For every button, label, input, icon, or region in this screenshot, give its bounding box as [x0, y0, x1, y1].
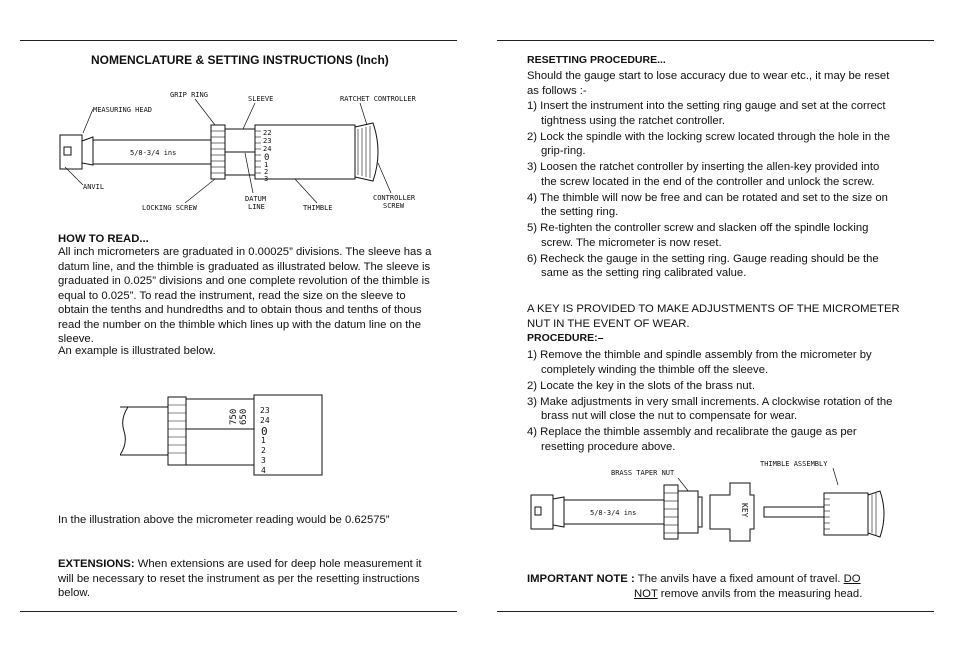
resetting-intro: Should the gauge start to lose accuracy due to wear etc., it may be reset as follows :- [527, 70, 890, 97]
thimble-number: 22 [263, 129, 272, 137]
thimble-number: 24 [263, 145, 272, 153]
key-label: KEY [740, 503, 749, 518]
range-label: 5/8-3/4 ins [590, 509, 637, 517]
extensions-paragraph [58, 557, 433, 601]
anvil-label: ANVIL [83, 183, 105, 191]
thimble-number: 1 [264, 161, 269, 169]
important-end: remove anvils from the measuring head. [657, 587, 863, 600]
top-rule-left [20, 40, 457, 41]
important-not: NOT [634, 587, 658, 600]
locking-screw-label: LOCKING SCREW [142, 204, 197, 212]
bottom-rule-left [20, 611, 457, 612]
micrometer-reading-example [120, 385, 335, 480]
procedure-step: 2) Locate the key in the slots of the brass nut. [527, 379, 755, 392]
extensions-label: EXTENSIONS: [58, 558, 135, 570]
important-note [527, 572, 902, 601]
thimble-number: 3 [264, 175, 269, 183]
datum-line-label: DATUM [245, 195, 267, 203]
resetting-step: 5) Re-tighten the controller screw and slacken off the spindle locking screw. The micrometer is now reset. [527, 222, 869, 249]
procedure-step: 1) Remove the thimble and spindle assembly from the micrometer by completely winding the thimble off the sleeve. [527, 349, 872, 376]
important-do: DO [843, 573, 861, 585]
grip-ring-label: GRIP RING [170, 91, 208, 99]
key-adjustment-diagram [528, 455, 898, 555]
thimble-number: 2 [264, 168, 269, 176]
important-label: IMPORTANT NOTE : [527, 573, 635, 585]
thimble-assembly-label: THIMBLE ASSEMBLY [760, 460, 828, 468]
sleeve-number: 750 [229, 408, 239, 425]
resetting-step: 6) Recheck the gauge in the setting ring. Gauge reading should be the same as the setting ring calibrated value. [527, 252, 879, 279]
resetting-heading: RESETTING PROCEDURE... [527, 54, 666, 66]
top-rule-right [497, 40, 934, 41]
procedure-heading: PROCEDURE:– [527, 332, 604, 344]
thimble-number: 4 [261, 466, 266, 475]
procedure-steps [527, 348, 897, 456]
key-note: A KEY IS PROVIDED TO MAKE ADJUSTMENTS OF THE MICROMETER NUT IN THE EVENT OF WEAR. [527, 303, 900, 330]
measuring-head-label: MEASURING HEAD [93, 106, 153, 114]
datum-line-label: LINE [248, 203, 265, 211]
how-to-read-heading: HOW TO READ... [58, 233, 149, 245]
range-label: 5/8-3/4 ins [130, 149, 177, 157]
controller-screw-label: SCREW [383, 202, 405, 210]
sleeve-label: SLEEVE [248, 95, 274, 103]
thimble-number: 23 [263, 137, 272, 145]
thimble-number: 1 [261, 436, 266, 445]
thimble-label: THIMBLE [303, 204, 333, 212]
controller-screw-label: CONTROLLER [373, 194, 416, 202]
thimble-number: 23 [260, 406, 270, 415]
thimble-number: 24 [260, 416, 270, 425]
sleeve-number: 650 [239, 408, 249, 425]
procedure-step: 3) Make adjustments in very small increments. A clockwise rotation of the brass nut will close the nut to compensate for wear. [527, 395, 893, 422]
ratchet-controller-label: RATCHET CONTROLLER [340, 95, 416, 103]
resetting-step: 3) Loosen the ratchet controller by inserting the allen-key provided into the screw located in the end of the controller and unlock the screw. [527, 161, 880, 188]
page-title: NOMENCLATURE & SETTING INSTRUCTIONS (Inch) [91, 53, 389, 67]
resetting-step: 2) Lock the spindle with the locking screw located through the hole in the grip-ring. [527, 130, 890, 157]
micrometer-nomenclature-diagram [55, 85, 435, 215]
bottom-rule-right [497, 611, 934, 612]
resetting-steps [527, 99, 897, 282]
resetting-step: 1) Insert the instrument into the setting ring gauge and set at the correct tightness using the ratchet controller. [527, 100, 886, 127]
reading-note: In the illustration above the micrometer reading would be 0.62575” [58, 514, 390, 526]
thimble-number: 0 [261, 425, 268, 438]
thimble-number: 0 [264, 153, 270, 163]
extensions-body: When extensions are used for deep hole measurement it will be necessary to reset the instrument as per the resetting instructions below. [58, 558, 422, 599]
thimble-number: 2 [261, 446, 266, 455]
brass-taper-nut-label: BRASS TAPER NUT [611, 469, 675, 477]
procedure-step: 4) Replace the thimble assembly and recalibrate the gauge as per resetting procedure above. [527, 426, 857, 453]
example-intro: An example is illustrated below. [58, 345, 216, 357]
important-body: The anvils have a fixed amount of travel. [634, 573, 844, 585]
resetting-step: 4) The thimble will now be free and can be rotated and set to the size on the setting ring. [527, 191, 888, 218]
thimble-number: 3 [261, 456, 266, 465]
how-to-read-body: All inch micrometers are graduated in 0.00025” divisions. The sleeve has a datum line, and the thimble is graduated as illustrated below. The sleeve is graduated in 0.025” divisions and one complete revolution of the thimble is equal to 0.025”. To read the instrument, read the size on the sleeve to obtain the tenths and hundredths and to obtain thous and tenths of thous read the number on the thimble which lines up with the datum line on the sleeve. [58, 246, 432, 345]
